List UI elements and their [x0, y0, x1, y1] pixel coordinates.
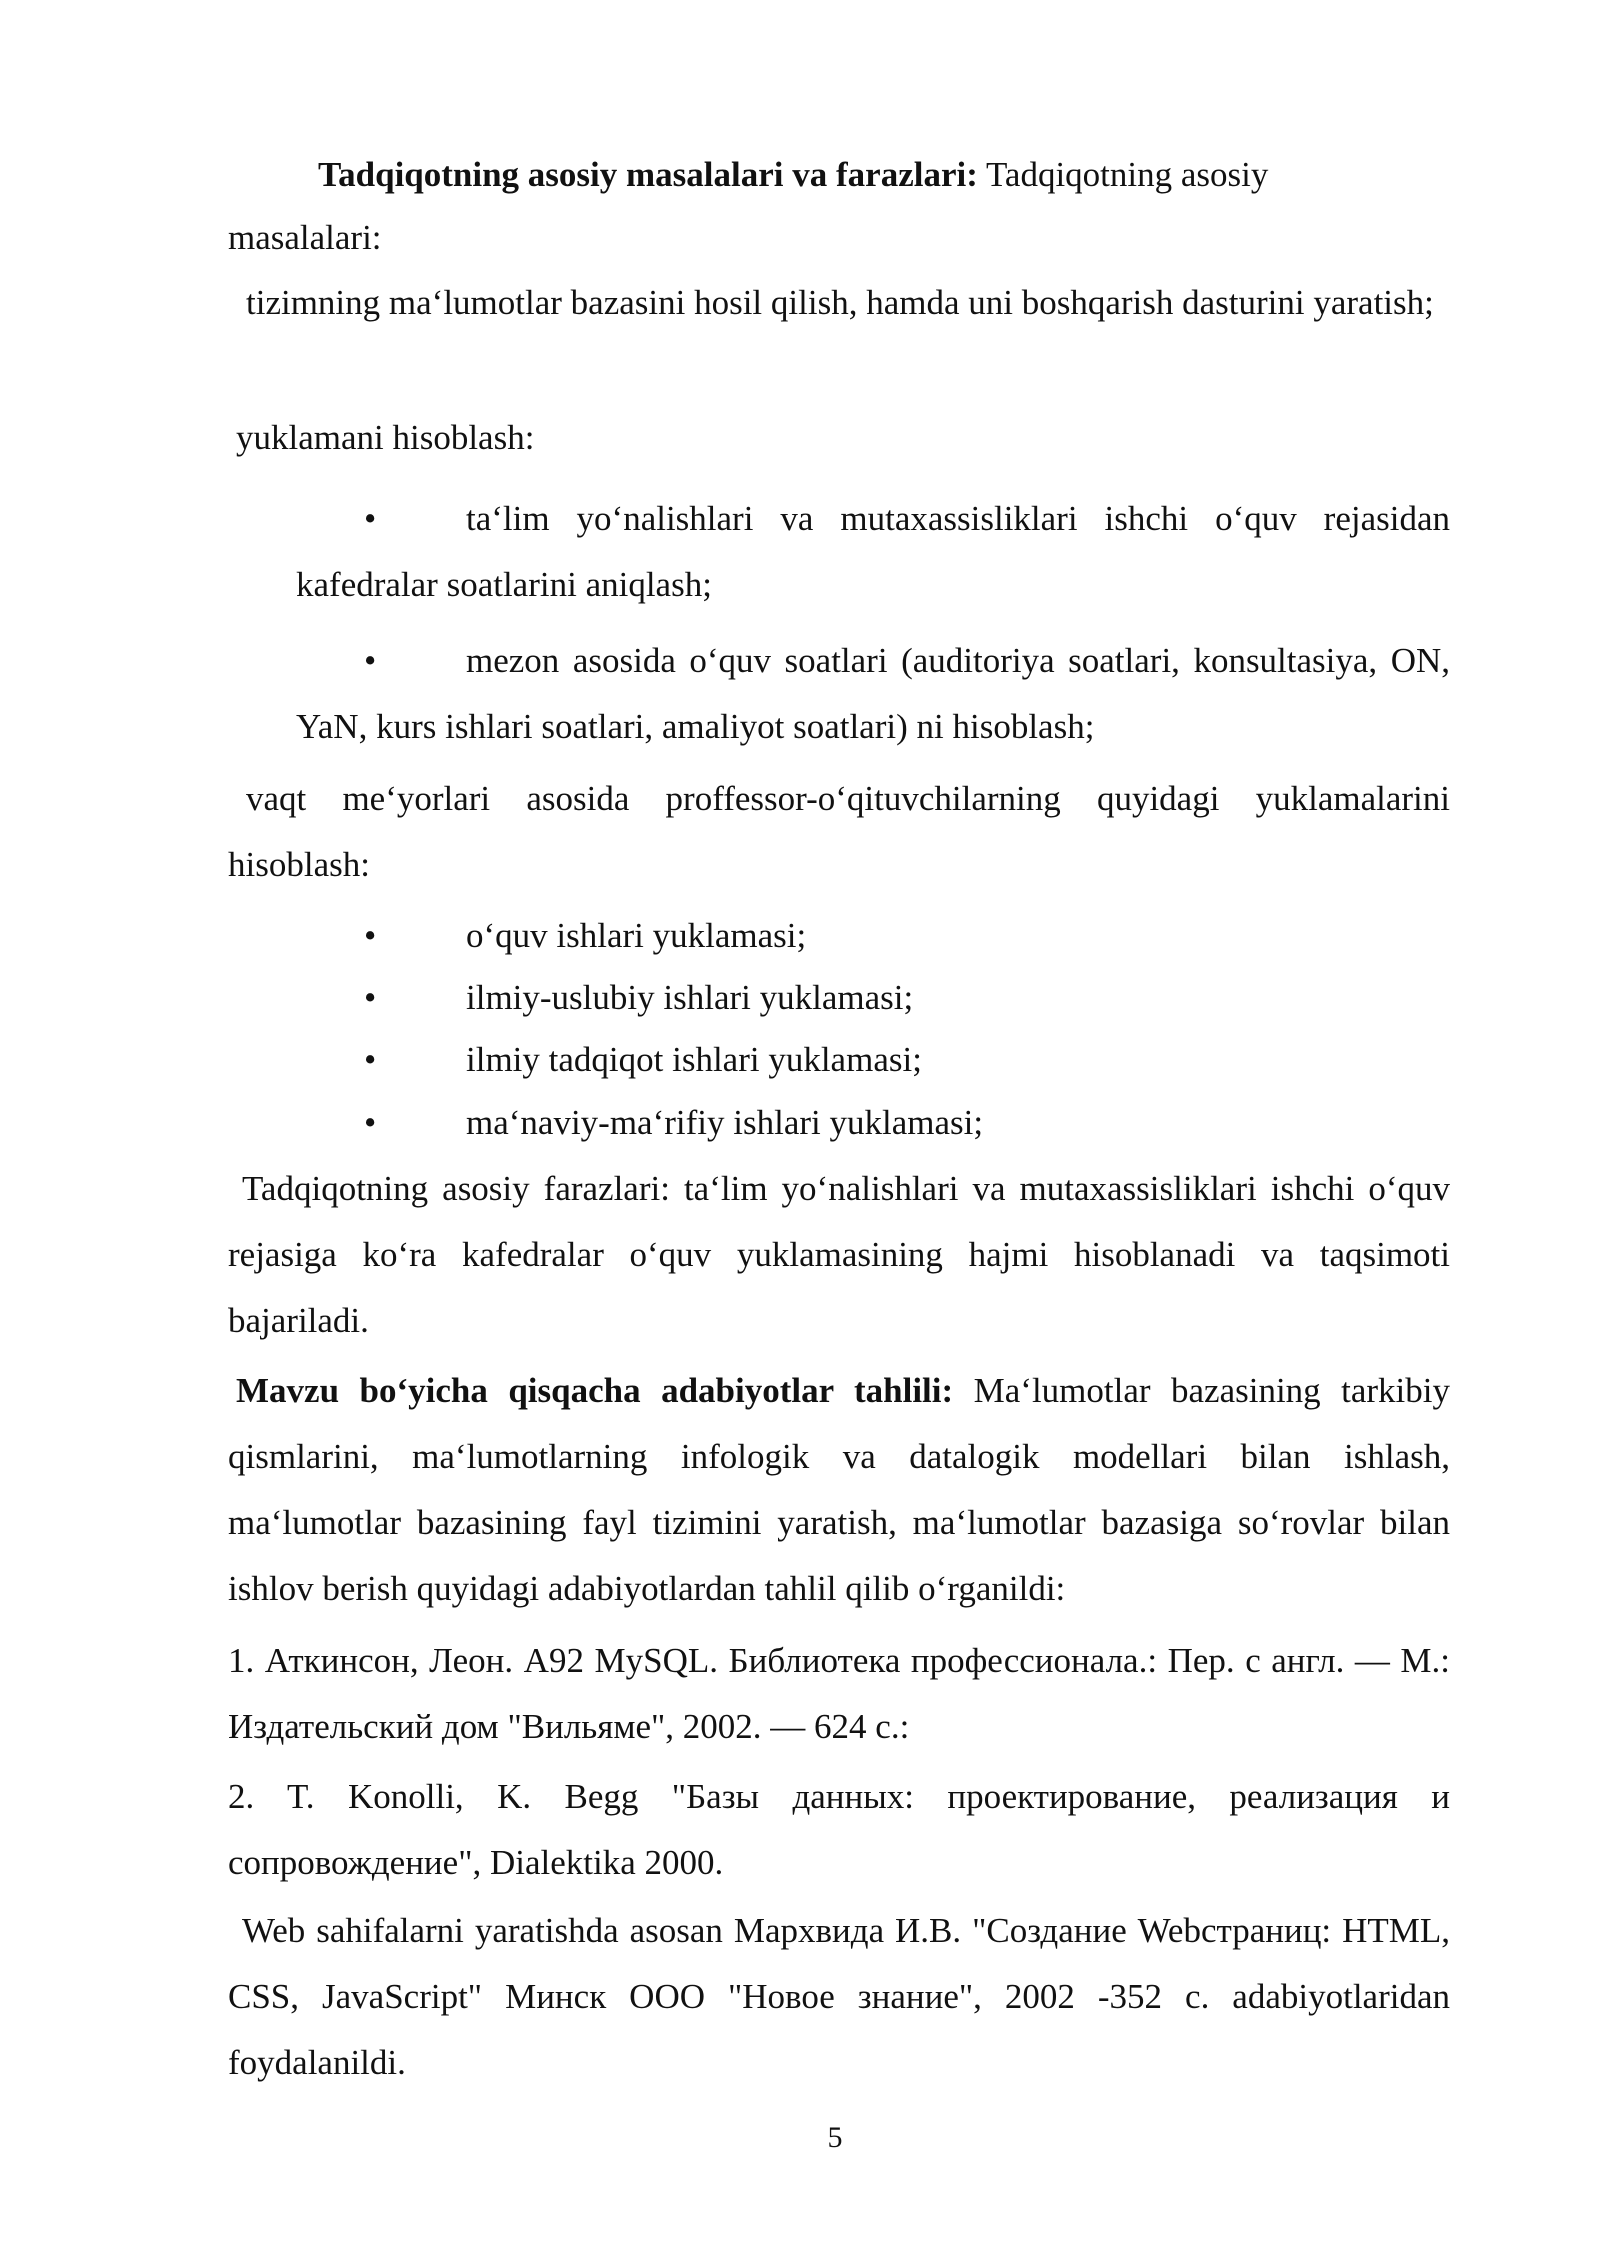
page-number: 5 — [827, 2121, 843, 2154]
bullet-icon: • — [364, 916, 377, 955]
section-heading-continuation: masalalari: — [228, 218, 382, 257]
reference-1: 1. Аткинсон, Леон. A92 MySQL. Библиотека профессионала.: Пер. с англ. — М.: Издательский дом "Вильяме", 2002. — 624 с.: — [228, 1641, 1450, 1746]
bullet-icon: • — [364, 641, 377, 680]
hypothesis-paragraph: Tadqiqotning asosiy farazlari: ta‘lim yo‘nalishlari va mutaxassisliklari ishchi o‘quv rejasiga ko‘ra kafedralar o‘quv yuklamasining hajmi hisoblanadi va taqsimoti bajariladi. — [228, 1169, 1450, 1340]
bullet-item-a2: mezon asosida o‘quv soatlari (auditoriya soatlari, konsultasiya, ON, YaN, kurs ishlari soatlari, amaliyot soatlari) ni hisoblash; — [296, 641, 1450, 746]
task-paragraph-2: yuklamani hisoblash: — [236, 418, 535, 457]
section-heading-line — [318, 142, 1268, 208]
literature-heading-bold: Mavzu bo‘yicha qisqacha adabiyotlar tahlili: — [236, 1371, 954, 1410]
bullet-icon: • — [364, 499, 377, 538]
literature-paragraph — [228, 1358, 1450, 1622]
bullet-item-b2: ilmiy-uslubiy ishlari yuklamasi; — [466, 978, 914, 1017]
bullet-item-b4: ma‘naviy-ma‘rifiy ishlari yuklamasi; — [466, 1103, 984, 1142]
web-literature-paragraph: Web sahifalarni yaratishda asosan Мархвида И.В. "Создание Webстраниц: HTML, CSS, JavaScript" Минск ООО "Новое знание", 2002 -352 с. adabiyotlaridan foydalanildi. — [228, 1911, 1450, 2082]
bullet-item-a1: ta‘lim yo‘nalishlari va mutaxassisliklari ishchi o‘quv rejasidan kafedralar soatlarini aniqlash; — [296, 499, 1450, 604]
literature-text: Ma‘lumotlar bazasining tarkibiy qismlarini, ma‘lumotlarning infologik va datalogik modellari bilan ishlash, ma‘lumotlar bazasining fayl tizimini yaratish, ma‘lumotlar bazasiga so‘rovlar bilan ishlov berish quyidagi adabiyotlardan tahlil qilib o‘rganildi: — [228, 1371, 1451, 1608]
bullet-icon: • — [364, 1040, 377, 1079]
bullet-item-b1: o‘quv ishlari yuklamasi; — [466, 916, 807, 955]
task-paragraph-1: tizimning ma‘lumotlar bazasini hosil qilish, hamda uni boshqarish dasturini yaratish; — [246, 283, 1434, 322]
bullet-icon: • — [364, 1103, 377, 1142]
task-paragraph-3: vaqt me‘yorlari asosida proffessor-o‘qituvchilarning quyidagi yuklamalarini hisoblash: — [228, 779, 1450, 884]
bullet-item-b3: ilmiy tadqiqot ishlari yuklamasi; — [466, 1040, 922, 1079]
bullet-icon: • — [364, 978, 377, 1017]
reference-2: 2. T. Konolli, K. Begg "Базы данных: проектирование, реализация и сопровождение", Dialektika 2000. — [228, 1777, 1450, 1882]
section-heading-rest: Tadqiqotning asosiy — [977, 155, 1269, 194]
section-heading-bold: Tadqiqotning asosiy masalalari va farazlari: — [318, 155, 978, 194]
